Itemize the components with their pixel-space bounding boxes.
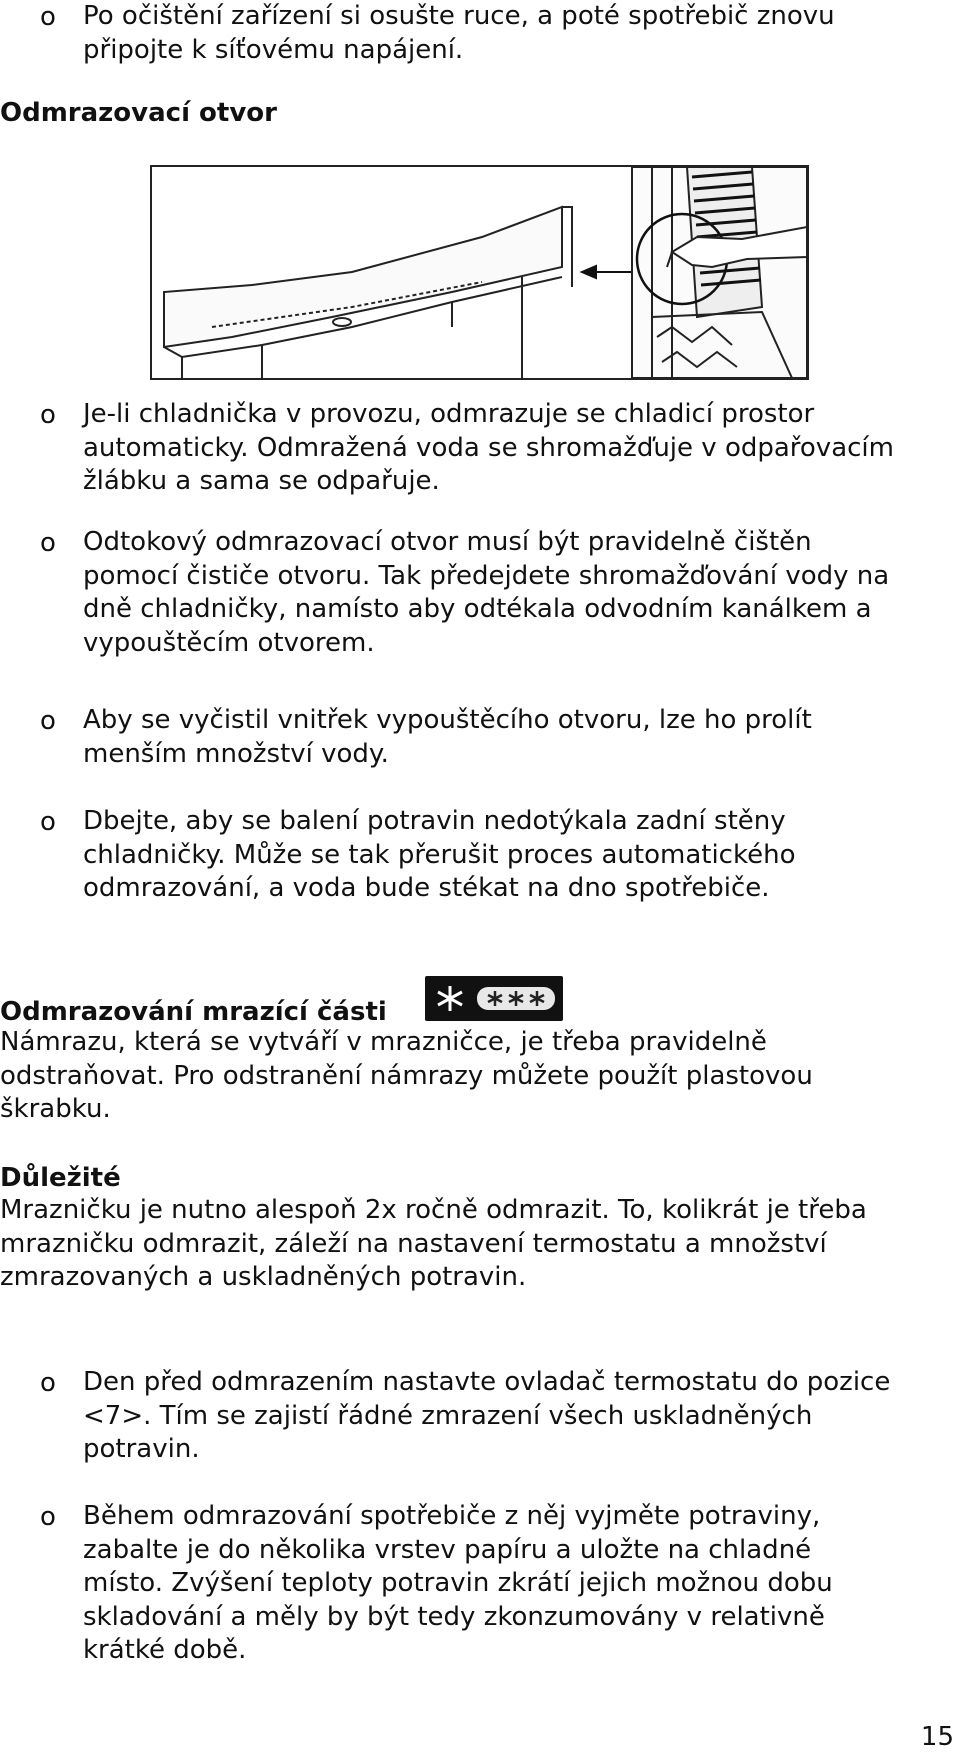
important-paragraph: Mrazničku je nutno alespoň 2x ročně odmrazit. To, kolikrát je třeba mrazničku odmrazit, záleží na nastavení termostatu a množství zmrazovaných a uskladněných potravin. [0, 1195, 867, 1292]
bullet-text: Během odmrazování spotřebiče z něj vyjměte potraviny, zabalte je do několika vrstev papíru a uložte na chladné místo. Zvýšení teploty potravin zkrátí jejich možnou dobu skladování a měly by být tedy zkonzumovány v relativně krátké době. [83, 1501, 833, 1665]
bullet-text: Odtokový odmrazovací otvor musí být pravidelně čištěn pomocí čističe otvoru. Tak předejdete shromažďování vody na dně chladničky, namísto aby odtékala odvodním kanálkem a vypouštěcím otvorem. [83, 527, 890, 658]
bullet-marker: o [40, 400, 56, 430]
important-heading: Důležité [0, 1163, 121, 1193]
bullet-text: Aby se vyčistil vnitřek vypouštěcího otvoru, lze ho prolít menším množství vody. [83, 705, 812, 769]
bullet-marker: o [40, 1368, 56, 1398]
page-number: 15 [920, 1722, 954, 1752]
drain-hole-illustration [150, 165, 809, 380]
hand-cleaning-icon [632, 167, 807, 378]
arrow-left-icon [582, 266, 637, 278]
bullet-text: Je-li chladnička v provozu, odmrazuje se chladicí prostor automaticky. Odmražená voda se shromažďuje v odpařovacím žlábku a sama se odpařuje. [83, 399, 894, 496]
bullet-marker: o [40, 528, 56, 558]
section-heading-drain-hole: Odmrazovací otvor [0, 98, 277, 128]
bullet-text: Po očištění zařízení si osušte ruce, a poté spotřebič znovu připojte k síťovému napájení. [83, 1, 835, 65]
freezer-defrost-paragraph: Námrazu, která se vytváří v mrazničce, je třeba pravidelně odstraňovat. Pro odstranění námrazy můžete použít plastovou škrabku. [0, 1027, 813, 1124]
drain-channel-icon [164, 207, 572, 378]
freezer-three-star-icon [425, 976, 563, 1021]
bullet-marker: o [40, 1502, 56, 1532]
bullet-marker: o [40, 706, 56, 736]
bullet-marker: o [40, 807, 56, 837]
bullet-marker: o [40, 2, 56, 32]
section-heading-freezer-defrost: Odmrazování mrazící části [0, 997, 387, 1027]
bullet-text: Den před odmrazením nastavte ovladač termostatu do pozice <7>. Tím se zajistí řádné zmrazení všech uskladněných potravin. [83, 1367, 891, 1464]
bullet-text: Dbejte, aby se balení potravin nedotýkala zadní stěny chladničky. Může se tak přerušit proces automatického odmrazování, a voda bude stékat na dno spotřebiče. [83, 806, 796, 903]
